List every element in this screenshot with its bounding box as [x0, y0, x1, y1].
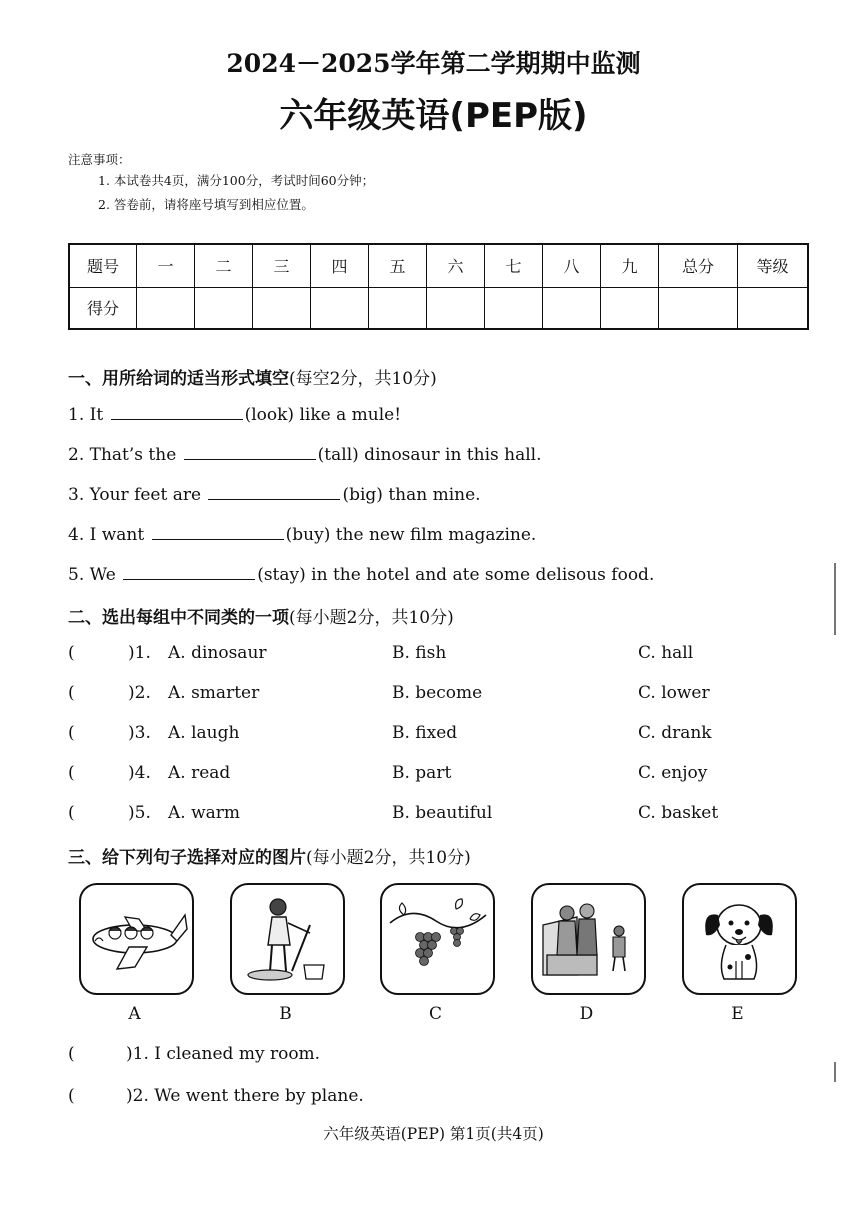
section1-title	[68, 364, 437, 389]
section2-note: (每小题2分，共10分)	[289, 608, 454, 628]
answer-paren[interactable]: (	[68, 723, 75, 743]
option-a: A. read	[168, 763, 231, 783]
fill-question	[68, 523, 536, 545]
answer-paren[interactable]: (	[68, 1044, 75, 1064]
score-input-cell[interactable]	[485, 287, 543, 329]
score-header-cell: 一	[137, 244, 195, 287]
option-b: B. beautiful	[392, 803, 493, 823]
dog-icon	[684, 885, 795, 993]
question-hint: (look) like a mule!	[244, 405, 402, 425]
section1-title-text: 一、用所给词的适当形式填空	[68, 369, 289, 389]
picture-label: B	[279, 1004, 292, 1024]
section3-title-text: 三、给下列句子选择对应的图片	[68, 848, 306, 868]
option-b: B. become	[392, 683, 483, 703]
option-a: A. smarter	[168, 683, 260, 703]
section3-note: (每小题2分，共10分)	[306, 848, 471, 868]
score-table	[68, 243, 809, 330]
score-header-cell: 四	[311, 244, 369, 287]
answer-paren[interactable]: (	[68, 763, 75, 783]
answer-paren[interactable]: (	[68, 683, 75, 703]
score-header-cell: 五	[369, 244, 427, 287]
question-number: )5.	[128, 803, 151, 823]
score-header-cell: 三	[253, 244, 311, 287]
score-header-cell: 八	[543, 244, 601, 287]
question-hint: (tall) dinosaur in this hall.	[317, 445, 542, 465]
score-input-cell[interactable]	[195, 287, 253, 329]
fill-question	[68, 483, 481, 505]
fill-question	[68, 443, 542, 465]
score-input-cell[interactable]	[253, 287, 311, 329]
answer-paren[interactable]: (	[68, 643, 75, 663]
question-text: )1. I cleaned my room.	[126, 1044, 321, 1064]
option-c: C. lower	[638, 683, 710, 703]
score-input-cell[interactable]	[369, 287, 427, 329]
choice-question	[68, 763, 808, 787]
score-header-cell: 七	[485, 244, 543, 287]
fill-question	[68, 563, 654, 585]
mopping-icon	[232, 885, 343, 993]
exam-subtitle: 六年级英语(PEP版)	[279, 96, 588, 136]
option-a: A. laugh	[168, 723, 240, 743]
question-hint: (stay) in the hotel and ate some delisous food.	[257, 565, 655, 585]
question-number: )1.	[128, 643, 151, 663]
score-input-cell[interactable]	[659, 287, 738, 329]
question-text: 4. I want	[68, 525, 145, 545]
notes-item: 2. 答卷前，请将座号填写到相应位置。	[98, 197, 314, 212]
choice-question	[68, 683, 808, 707]
question-text: )2. We went there by plane.	[126, 1086, 364, 1106]
fill-question	[68, 403, 401, 425]
question-number: )3.	[128, 723, 151, 743]
answer-blank[interactable]	[111, 403, 243, 420]
notes-heading: 注意事项：	[68, 152, 131, 167]
score-input-cell[interactable]	[601, 287, 659, 329]
option-b: B. part	[392, 763, 452, 783]
score-input-cell[interactable]	[311, 287, 369, 329]
score-header-cell: 六	[427, 244, 485, 287]
question-hint: (buy) the new film magazine.	[285, 525, 537, 545]
picture-label: C	[428, 1004, 442, 1024]
option-a: A. dinosaur	[168, 643, 267, 663]
picture-label: D	[579, 1004, 594, 1024]
question-text: 1. It	[68, 405, 104, 425]
answer-blank[interactable]	[184, 443, 316, 460]
scan-edge-mark	[834, 1062, 836, 1082]
score-input-cell[interactable]	[427, 287, 485, 329]
score-header-cell: 题号	[69, 244, 137, 287]
option-b: B. fish	[392, 643, 447, 663]
question-text: 5. We	[68, 565, 116, 585]
airplane-icon	[81, 885, 192, 993]
notes-block	[68, 152, 374, 218]
page-footer: 六年级英语(PEP) 第1页(共4页)	[323, 1125, 544, 1143]
score-input-cell[interactable]	[137, 287, 195, 329]
section1-note: (每空2分，共10分)	[289, 369, 437, 389]
option-c: C. basket	[638, 803, 719, 823]
picture-e	[682, 883, 797, 995]
choice-question	[68, 723, 808, 747]
score-input-cell[interactable]	[738, 287, 809, 329]
picture-label: E	[731, 1004, 744, 1024]
score-label-cell: 得分	[69, 287, 137, 329]
question-text: 3. Your feet are	[68, 485, 202, 505]
answer-blank[interactable]	[152, 523, 284, 540]
answer-paren[interactable]: (	[68, 803, 75, 823]
picture-b	[230, 883, 345, 995]
section3-title	[68, 843, 471, 868]
section2-title	[68, 603, 454, 628]
picture-a	[79, 883, 194, 995]
answer-blank[interactable]	[208, 483, 340, 500]
picture-c	[380, 883, 495, 995]
exam-title: 2024－2025学年第二学期期中监测	[226, 49, 641, 78]
option-b: B. fixed	[392, 723, 458, 743]
section2-title-text: 二、选出每组中不同类的一项	[68, 608, 289, 628]
score-input-cell[interactable]	[543, 287, 601, 329]
question-number: )4.	[128, 763, 151, 783]
choice-question	[68, 643, 808, 667]
match-question	[68, 1086, 808, 1110]
family-icon	[533, 885, 644, 993]
option-a: A. warm	[168, 803, 241, 823]
scan-edge-mark	[834, 563, 836, 635]
match-question	[68, 1044, 808, 1068]
option-c: C. drank	[638, 723, 712, 743]
answer-paren[interactable]: (	[68, 1086, 75, 1106]
question-number: )2.	[128, 683, 151, 703]
option-c: C. hall	[638, 643, 694, 663]
score-header-cell: 总分	[659, 244, 738, 287]
option-c: C. enjoy	[638, 763, 708, 783]
score-header-cell: 九	[601, 244, 659, 287]
picture-d	[531, 883, 646, 995]
grapes-icon	[382, 885, 493, 993]
notes-item: 1. 本试卷共4页，满分100分，考试时间60分钟；	[98, 173, 375, 188]
choice-question	[68, 803, 808, 827]
score-header-cell: 二	[195, 244, 253, 287]
answer-blank[interactable]	[123, 563, 255, 580]
question-hint: (big) than mine.	[342, 485, 481, 505]
picture-label: A	[128, 1004, 141, 1024]
question-text: 2. That’s the	[68, 445, 177, 465]
score-header-cell: 等级	[738, 244, 809, 287]
